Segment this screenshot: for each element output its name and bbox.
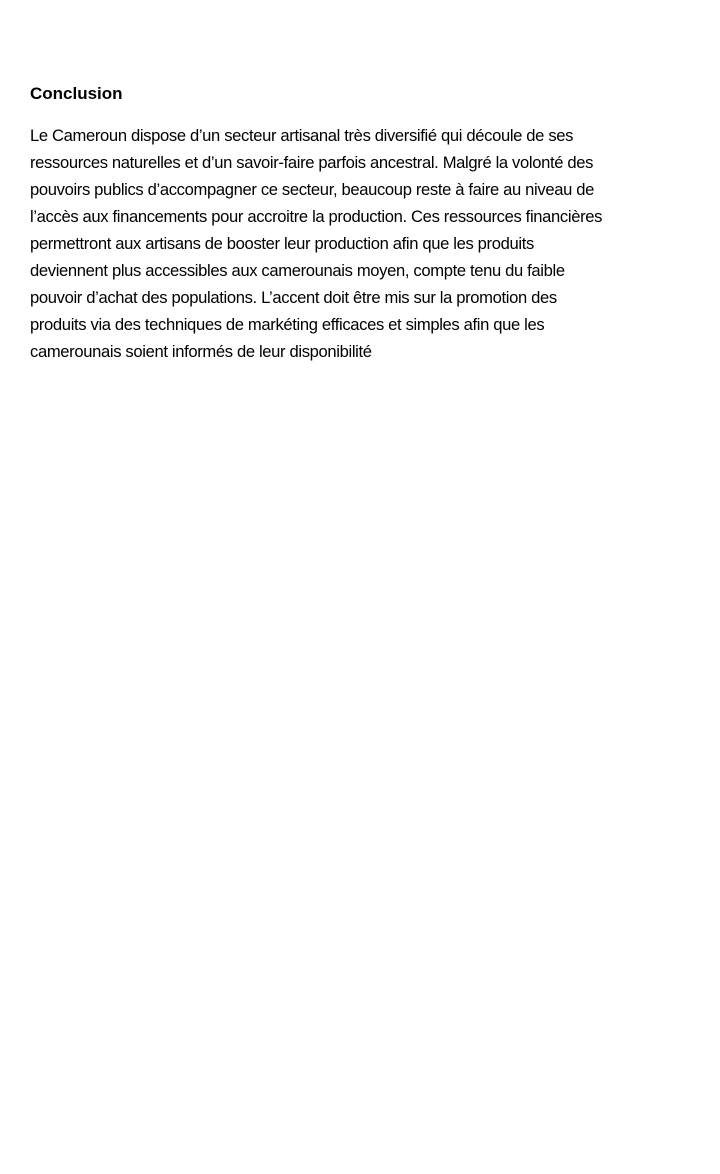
paragraph-line: pouvoirs publics d’accompagner ce secteur, beaucoup reste à faire au niveau de	[30, 180, 594, 199]
paragraph-line: camerounais soient informés de leur disponibilité	[30, 342, 372, 361]
paragraph-line: Le Cameroun dispose d’un secteur artisanal très diversifié qui découle de ses	[30, 126, 574, 145]
section-heading: Conclusion	[30, 84, 123, 103]
paragraph-line: produits via des techniques de markéting efficaces et simples afin que les	[30, 315, 545, 334]
paragraph-line: l’accès aux financements pour accroitre la production. Ces ressources financières	[30, 207, 603, 226]
paragraph-line: deviennent plus accessibles aux camerounais moyen, compte tenu du faible	[30, 261, 565, 280]
paragraph-line: permettront aux artisans de booster leur production afin que les produits	[30, 234, 534, 253]
paragraph-line: ressources naturelles et d’un savoir-faire parfois ancestral. Malgré la volonté des	[30, 153, 594, 172]
conclusion-paragraph	[30, 122, 602, 365]
paragraph-line: pouvoir d’achat des populations. L’accent doit être mis sur la promotion des	[30, 288, 557, 307]
